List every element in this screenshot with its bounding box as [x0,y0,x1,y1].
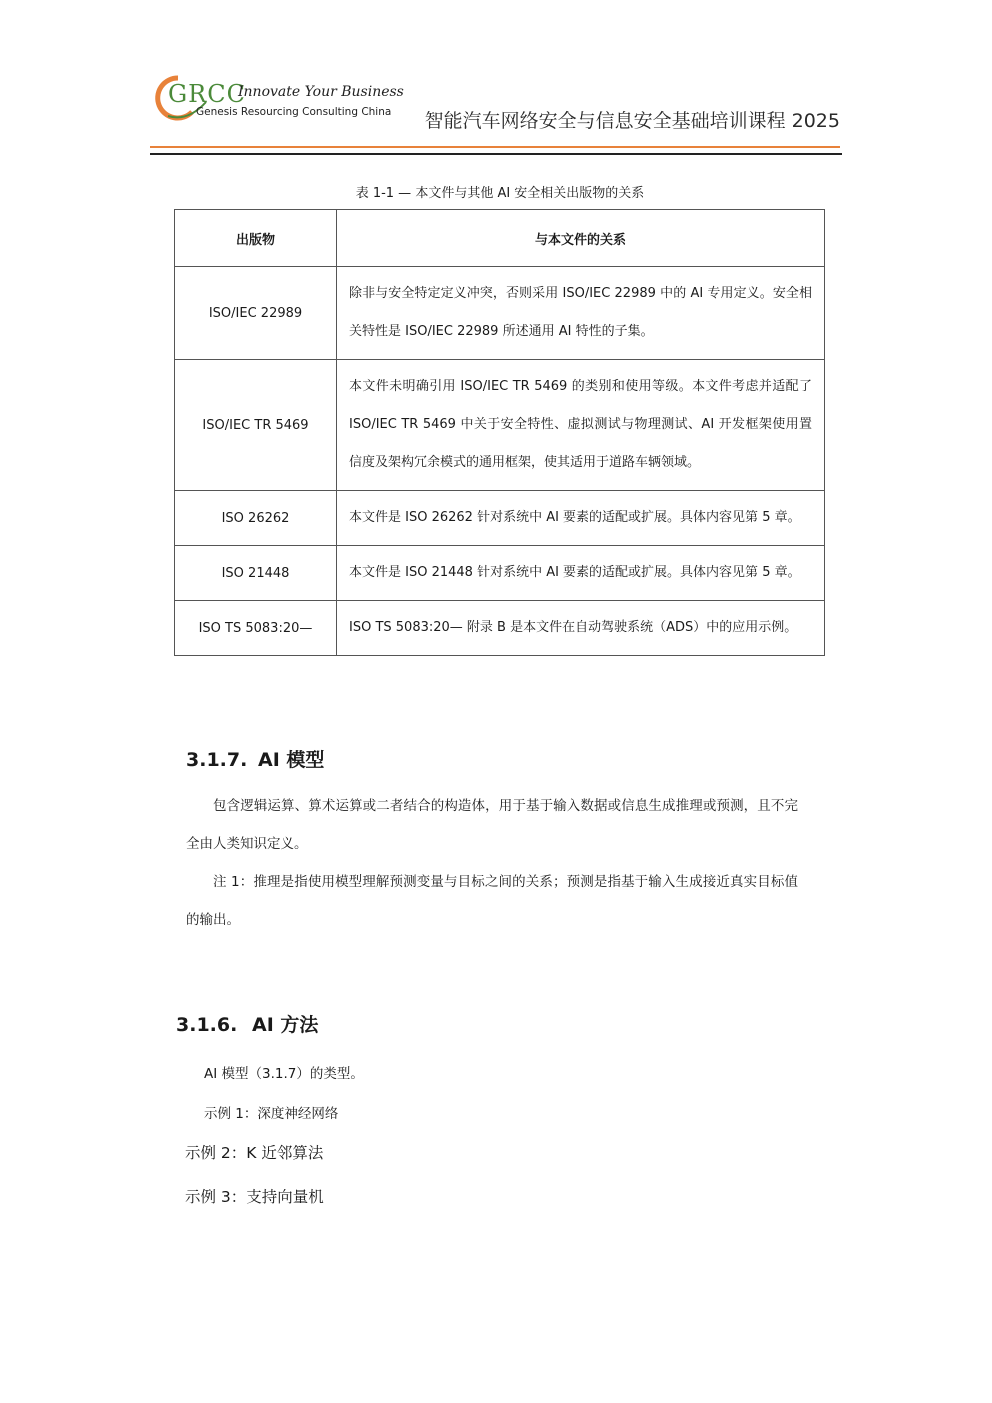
logo-tagline: Innovate Your Business [238,84,404,100]
ai-model-definition: 包含逻辑运算、算术运算或二者结合的构造体，用于基于输入数据或信息生成推理或预测，且不完全由人类知识定义。 [186,798,798,852]
ai-method-definition: AI 模型（3.1.7）的类型。 [204,1066,364,1082]
relation-cell: 本文件是 ISO 21448 针对系统中 AI 要素的适配或扩展。具体内容见第 5 章。 [337,546,825,601]
publication-cell: ISO 21448 [175,546,337,601]
ai-model-note: 注 1：推理是指使用模型理解预测变量与目标之间的关系；预测是指基于输入生成接近真实目标值的输出。 [186,874,798,928]
publication-cell: ISO TS 5083:20— [175,601,337,656]
page-header [148,70,842,160]
table-row [175,601,825,656]
logo-wordmark: GRCC [168,80,246,108]
publication-cell: ISO 26262 [175,491,337,546]
relation-cell: 本文件是 ISO 26262 针对系统中 AI 要素的适配或扩展。具体内容见第 5 章。 [337,491,825,546]
section-heading-ai-method [176,1010,318,1037]
section-number: 3.1.7. [186,749,248,771]
publications-table [174,209,825,656]
section-heading-ai-model [186,745,324,772]
table-caption: 表 1-1 — 本文件与其他 AI 安全相关出版物的关系 [355,186,645,201]
section-title: AI 方法 [252,1014,319,1036]
table-row [175,491,825,546]
section-number: 3.1.6. [176,1014,238,1036]
example-item: 示例 2：K 近邻算法 [185,1144,324,1162]
table-row [175,360,825,491]
column-header-relation: 与本文件的关系 [337,210,825,267]
table-row [175,267,825,360]
publication-cell: ISO/IEC 22989 [175,267,337,360]
relation-cell: ISO TS 5083:20— 附录 B 是本文件在自动驾驶系统（ADS）中的应用示例。 [337,601,825,656]
course-title: 智能汽车网络安全与信息安全基础培训课程 2025 [424,110,840,132]
table-row [175,546,825,601]
relation-cell: 除非与安全特定定义冲突，否则采用 ISO/IEC 22989 中的 AI 专用定义。安全相关特性是 ISO/IEC 22989 所述通用 AI 特性的子集。 [337,267,825,360]
column-header-publication: 出版物 [175,210,337,267]
table-header-row [175,210,825,267]
header-rule-orange [150,146,840,148]
header-rule-black [150,153,842,155]
relation-cell: 本文件未明确引用 ISO/IEC TR 5469 的类别和使用等级。本文件考虑并适配了 ISO/IEC TR 5469 中关于安全特性、虚拟测试与物理测试、AI 开发框架使用置信度及架构冗余模式的通用框架，使其适用于道路车辆领域。 [337,360,825,491]
example-item: 示例 3：支持向量机 [185,1188,324,1206]
section-title: AI 模型 [258,749,325,771]
publication-cell: ISO/IEC TR 5469 [175,360,337,491]
logo-subtitle: Genesis Resourcing Consulting China [196,106,392,118]
example-item: 示例 1：深度神经网络 [204,1106,339,1122]
grcc-logo [148,72,404,122]
